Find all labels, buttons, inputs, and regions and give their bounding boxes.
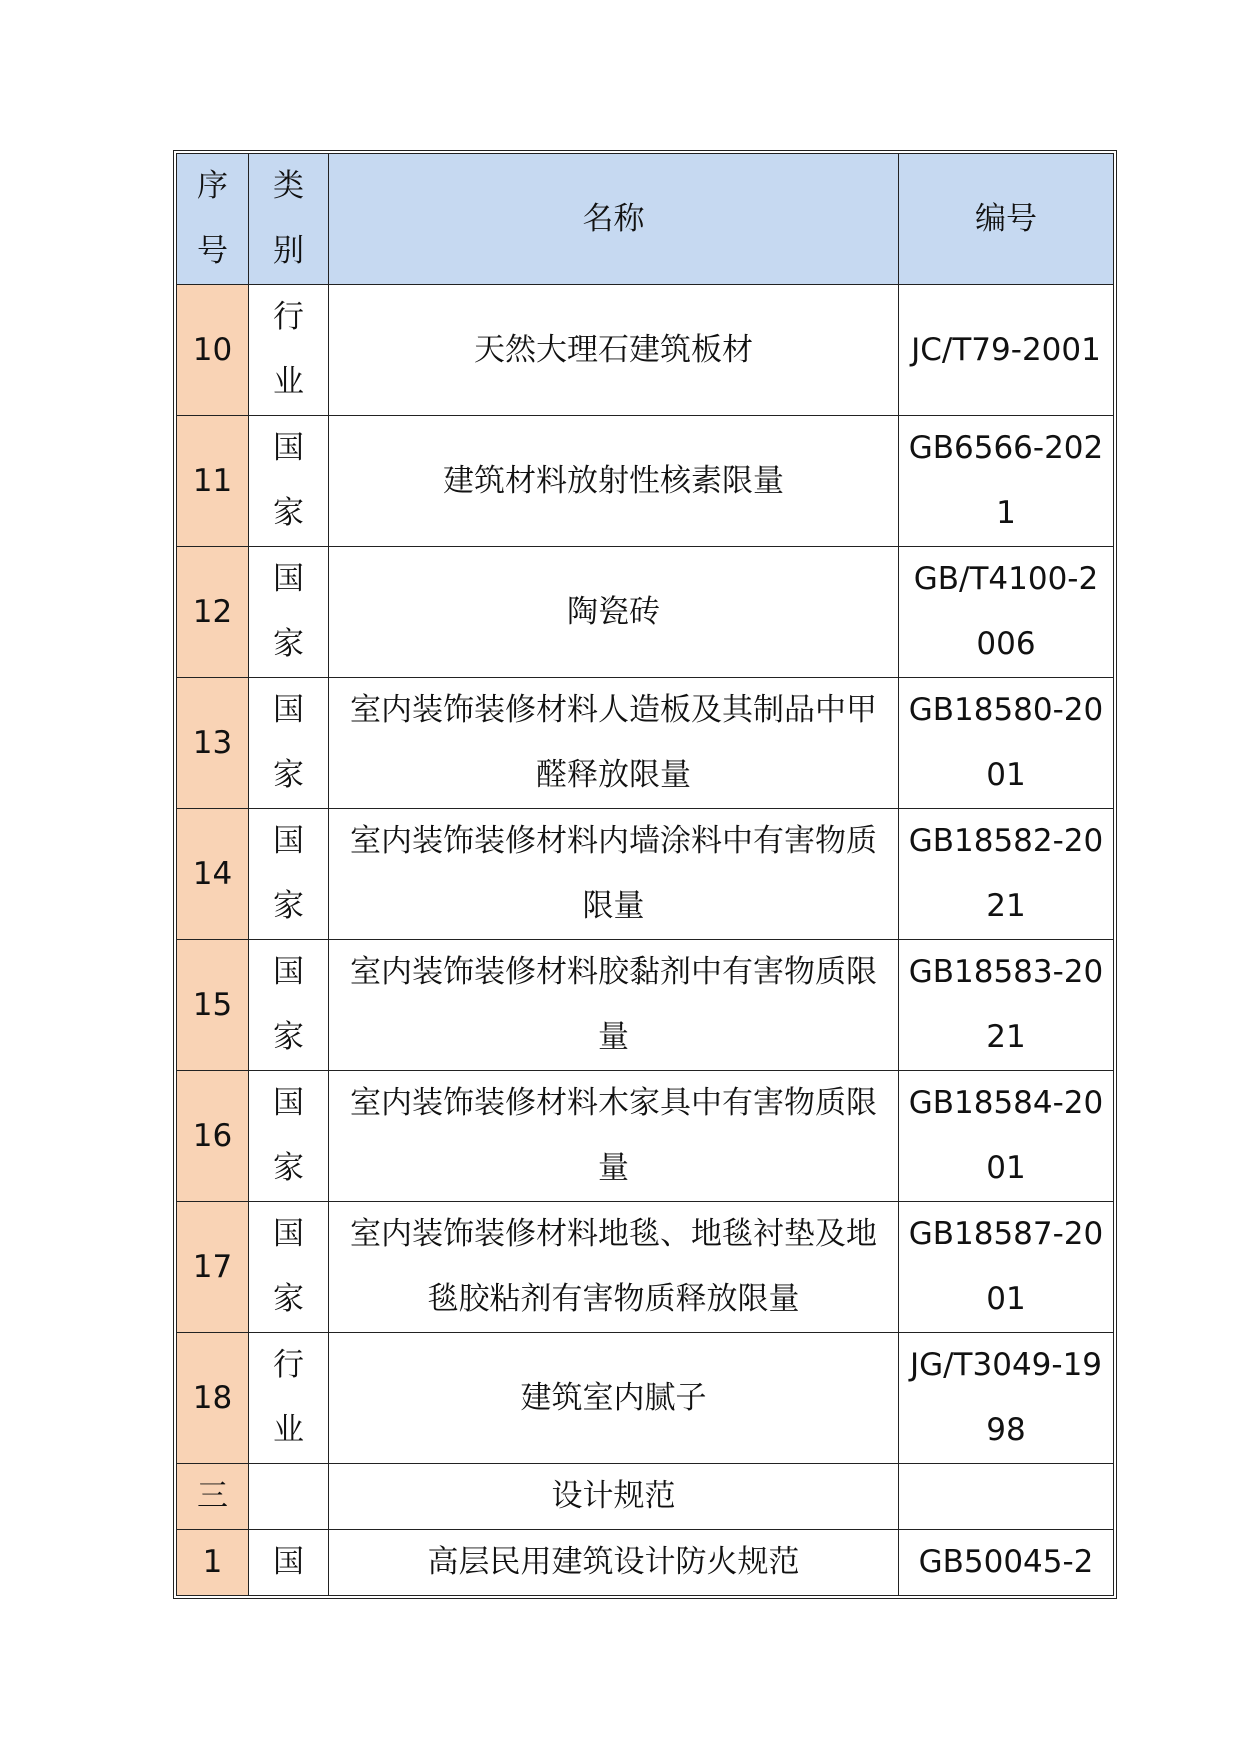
row-category bbox=[249, 1464, 329, 1530]
header-seq: 序号 bbox=[177, 154, 249, 285]
row-code: GB18580-2001 bbox=[899, 678, 1114, 809]
row-seq: 15 bbox=[177, 940, 249, 1071]
row-code: GB50045-2 bbox=[899, 1530, 1114, 1596]
row-name: 陶瓷砖 bbox=[329, 547, 899, 678]
table-row bbox=[177, 285, 1114, 416]
row-category: 国家 bbox=[249, 678, 329, 809]
row-code: GB18582-2021 bbox=[899, 809, 1114, 940]
row-category: 行业 bbox=[249, 1333, 329, 1464]
table-row bbox=[177, 1333, 1114, 1464]
row-name: 室内装饰装修材料人造板及其制品中甲醛释放限量 bbox=[329, 678, 899, 809]
row-seq: 12 bbox=[177, 547, 249, 678]
row-category: 国家 bbox=[249, 940, 329, 1071]
row-code: JG/T3049-1998 bbox=[899, 1333, 1114, 1464]
row-seq: 18 bbox=[177, 1333, 249, 1464]
row-name: 室内装饰装修材料地毯、地毯衬垫及地毯胶粘剂有害物质释放限量 bbox=[329, 1202, 899, 1333]
row-category: 国家 bbox=[249, 809, 329, 940]
row-seq: 14 bbox=[177, 809, 249, 940]
row-code: GB18587-2001 bbox=[899, 1202, 1114, 1333]
row-code: GB/T4100-2006 bbox=[899, 547, 1114, 678]
row-code: GB18584-2001 bbox=[899, 1071, 1114, 1202]
row-name: 室内装饰装修材料胶黏剂中有害物质限量 bbox=[329, 940, 899, 1071]
row-code bbox=[899, 1464, 1114, 1530]
header-name: 名称 bbox=[329, 154, 899, 285]
row-name: 天然大理石建筑板材 bbox=[329, 285, 899, 416]
row-category: 国家 bbox=[249, 1202, 329, 1333]
row-category: 国家 bbox=[249, 1071, 329, 1202]
table-row bbox=[177, 809, 1114, 940]
row-seq: 17 bbox=[177, 1202, 249, 1333]
table-row bbox=[177, 1530, 1114, 1596]
standards-table bbox=[176, 153, 1114, 1596]
row-category: 国家 bbox=[249, 547, 329, 678]
row-category: 行业 bbox=[249, 285, 329, 416]
row-seq: 13 bbox=[177, 678, 249, 809]
row-name: 建筑室内腻子 bbox=[329, 1333, 899, 1464]
row-category: 国家 bbox=[249, 416, 329, 547]
row-seq: 1 bbox=[177, 1530, 249, 1596]
table-row bbox=[177, 1071, 1114, 1202]
table-section-row bbox=[177, 1464, 1114, 1530]
row-name: 设计规范 bbox=[329, 1464, 899, 1530]
row-seq: 三 bbox=[177, 1464, 249, 1530]
table-row bbox=[177, 1202, 1114, 1333]
row-code: JC/T79-2001 bbox=[899, 285, 1114, 416]
header-category: 类别 bbox=[249, 154, 329, 285]
row-code: GB6566-2021 bbox=[899, 416, 1114, 547]
table-row bbox=[177, 547, 1114, 678]
header-code: 编号 bbox=[899, 154, 1114, 285]
row-seq: 16 bbox=[177, 1071, 249, 1202]
row-name: 室内装饰装修材料木家具中有害物质限量 bbox=[329, 1071, 899, 1202]
table-header-row bbox=[177, 154, 1114, 285]
row-code: GB18583-2021 bbox=[899, 940, 1114, 1071]
standards-table-frame bbox=[173, 150, 1117, 1599]
table-row bbox=[177, 416, 1114, 547]
row-seq: 10 bbox=[177, 285, 249, 416]
table-row bbox=[177, 940, 1114, 1071]
row-seq: 11 bbox=[177, 416, 249, 547]
row-name: 高层民用建筑设计防火规范 bbox=[329, 1530, 899, 1596]
row-name: 建筑材料放射性核素限量 bbox=[329, 416, 899, 547]
row-name: 室内装饰装修材料内墙涂料中有害物质限量 bbox=[329, 809, 899, 940]
table-row bbox=[177, 678, 1114, 809]
row-category: 国 bbox=[249, 1530, 329, 1596]
